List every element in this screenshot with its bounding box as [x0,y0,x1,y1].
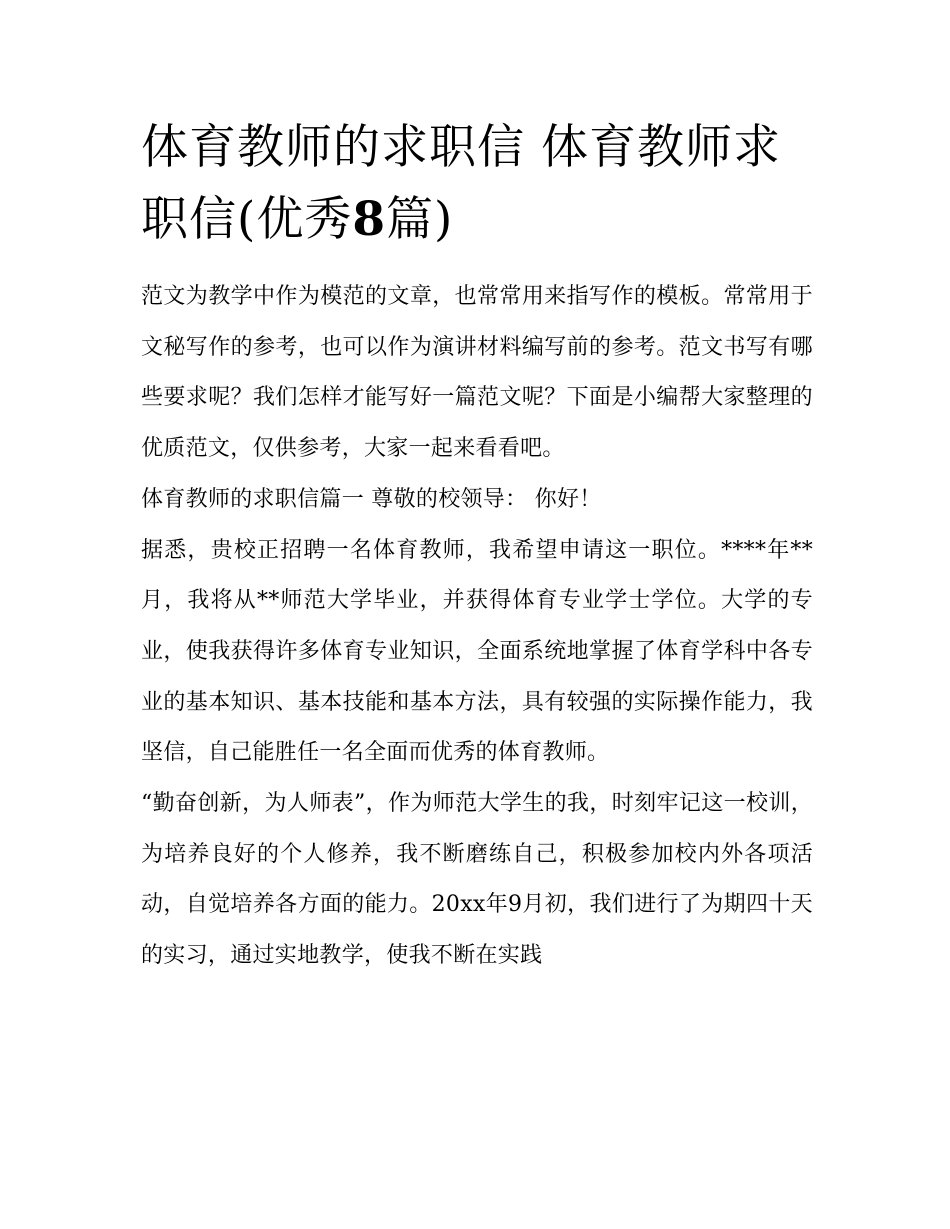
document-page [141,112,813,982]
letter-body-paragraph: “勤奋创新，为人师表”，作为师范大学生的我，时刻牢记这一校训，为培养良好的个人修养，我不断磨练自己，积极参加校内外各项活动，自觉培养各方面的能力。20xx年9月初，我们进行了为期四十天的实习，通过实地教学，使我不断在实践 [141,791,813,969]
intro-paragraph: 范文为教学中作为模范的文章，也常常用来指写作的模板。常常用于文秘写作的参考，也可以作为演讲材料编写前的参考。范文书写有哪些要求呢？我们怎样才能写好一篇范文呢？下面是小编帮大家整理的优质范文，仅供参考，大家一起来看看吧。 [141,284,813,462]
title-text-end: 篇) [386,192,454,247]
title-number: 8 [352,192,387,247]
document-title [141,112,813,256]
title-text-main: 体育教师的求职信 体育教师求职信(优秀 [141,120,781,247]
letter-greeting: 体育教师的求职信篇一 尊敬的校领导： 你好！ [141,486,602,512]
letter-body-paragraph: 据悉，贵校正招聘一名体育教师，我希望申请这一职位。****年**月，我将从**师范大学毕业，并获得体育专业学士学位。大学的专业，使我获得许多体育专业知识，全面系统地掌握了体育学科中各专业的基本知识、基本技能和基本方法，具有较强的实际操作能力，我坚信，自己能胜任一名全面而优秀的体育教师。 [141,537,813,766]
